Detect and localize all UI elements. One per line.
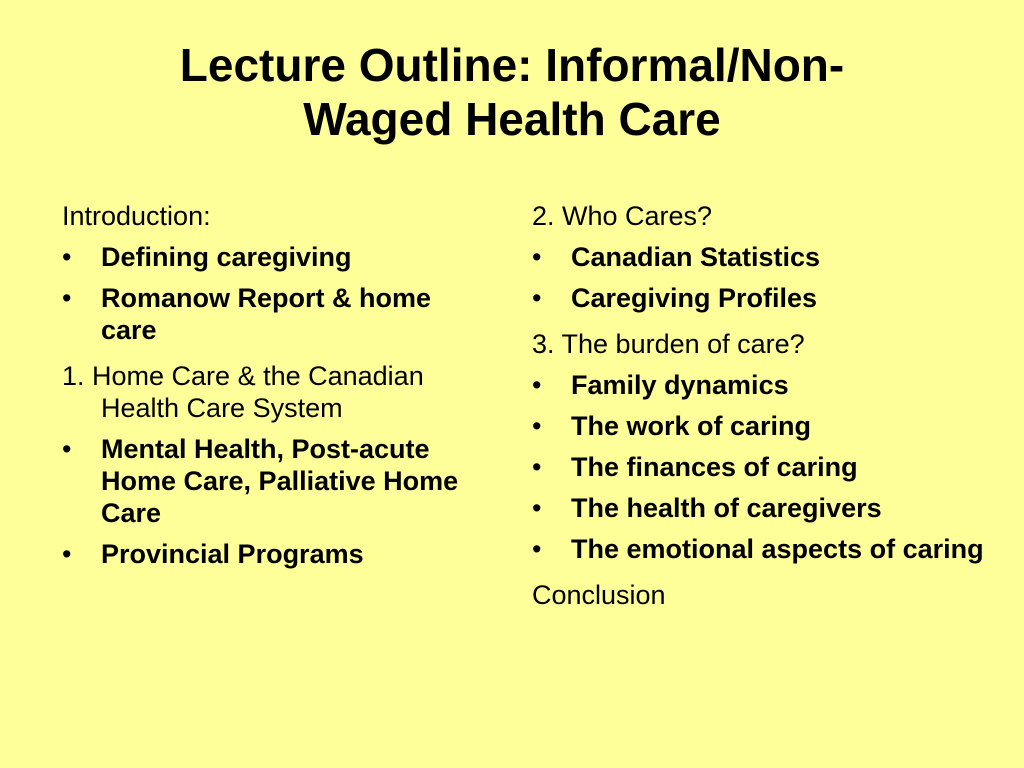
list-item-text: Canadian Statistics [571,242,821,272]
list-item [62,282,482,346]
list-item-text: Caregiving Profiles [571,283,818,313]
list-item-text: The finances of caring [571,452,858,482]
list-item-text: Mental Health, Post-acute Home Care, Palliative Home Care [101,434,459,528]
list-item [532,282,1002,314]
list-item [532,369,1002,401]
list-item-text: Provincial Programs [101,539,364,569]
bullet-icon: • [532,242,542,272]
list-item-text: The health of caregivers [571,493,882,523]
slide-title-line-2: Waged Health Care [303,93,721,145]
list-item [532,410,1002,442]
slide-title-line-1: Lecture Outline: Informal/Non- [179,39,845,91]
bullet-icon: • [62,242,72,272]
list-item [62,433,482,529]
bullet-icon: • [532,411,542,441]
list-item [62,538,482,570]
bullet-icon: • [532,493,542,523]
bullet-icon: • [62,283,72,313]
slide-title [40,38,984,146]
list-item [532,533,1002,565]
list-item-text: The emotional aspects of caring [571,534,984,564]
list-item-text: Defining caregiving [101,242,352,272]
bullet-icon: • [532,534,542,564]
left-column [62,200,482,579]
section-3-list [532,369,1002,565]
list-item [532,492,1002,524]
list-item-text: The work of caring [571,411,812,441]
list-item-text: Family dynamics [571,370,789,400]
section-2-list [532,241,1002,314]
bullet-icon: • [532,370,542,400]
list-item [532,241,1002,273]
bullet-icon: • [532,283,542,313]
list-item [62,241,482,273]
section-2-heading: 2. Who Cares? [532,201,713,231]
bullet-icon: • [62,434,72,464]
right-column [532,200,1002,620]
conclusion-heading: Conclusion [532,580,666,610]
bullet-icon: • [62,539,72,569]
section-1-list [62,433,482,570]
list-item-text: Romanow Report & home care [101,283,432,345]
section-1-heading: 1. Home Care & the Canadian Health Care System [62,361,424,423]
list-item [532,451,1002,483]
bullet-icon: • [532,452,542,482]
introduction-list [62,241,482,346]
introduction-heading: Introduction: [62,201,211,231]
section-3-heading: 3. The burden of care? [532,329,805,359]
